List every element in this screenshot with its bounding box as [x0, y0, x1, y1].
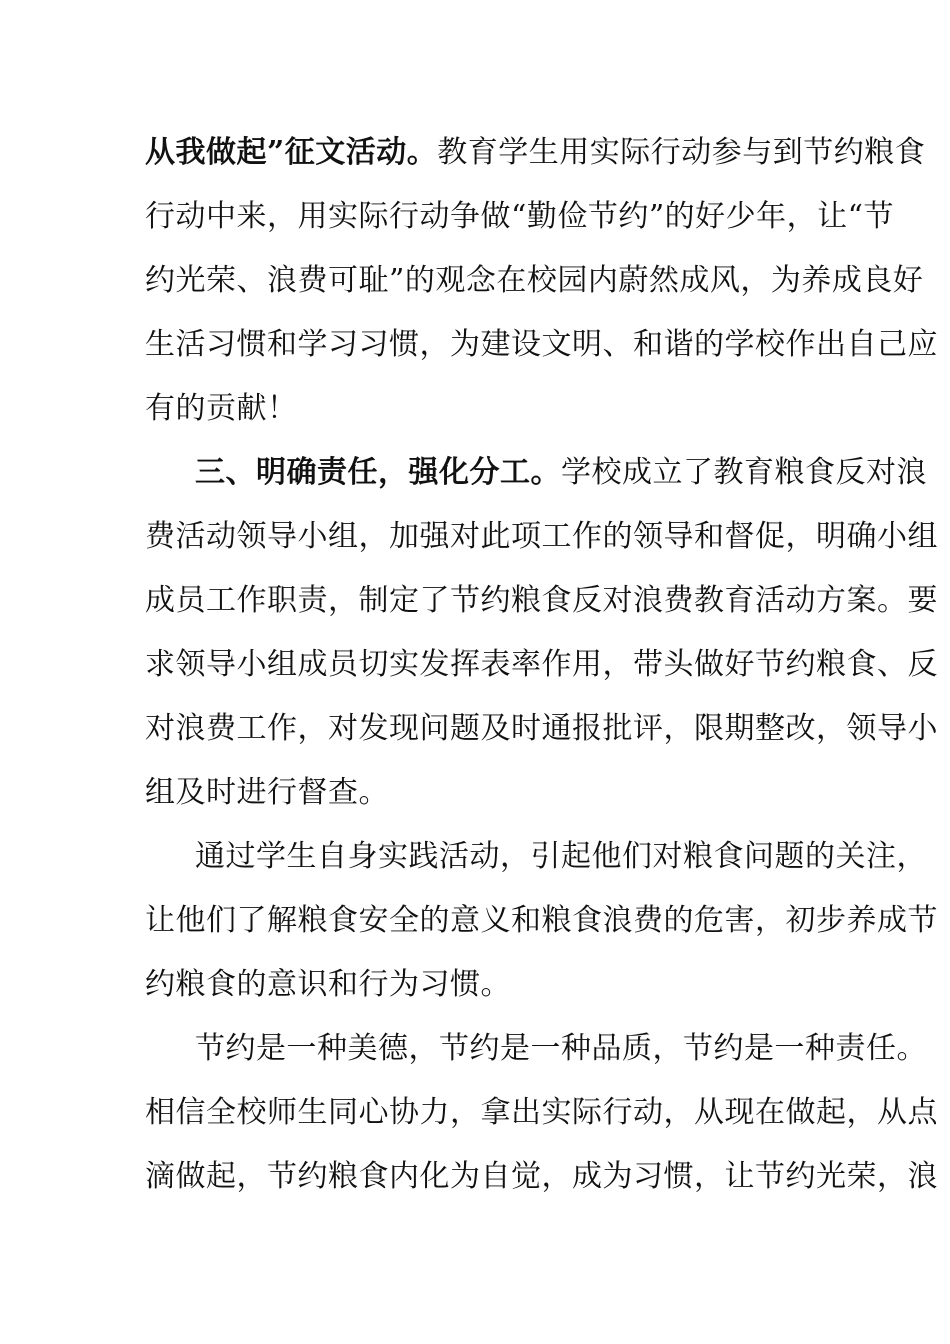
line-text: 让他们了解粮食安全的意义和粮食浪费的危害，初步养成节: [145, 903, 938, 938]
line-text: 学校成立了教育粮食反对浪: [561, 455, 927, 490]
line-text: 生活习惯和学习习惯，为建设文明、和谐的学校作出自己应: [145, 327, 938, 362]
line-text: 节约是一种美德，节约是一种品质，节约是一种责任。: [195, 1031, 927, 1066]
paragraph-line: [145, 965, 815, 1005]
paragraph-line: [145, 133, 926, 173]
line-text: 求领导小组成员切实发挥表率作用，带头做好节约粮食、反: [145, 647, 938, 682]
paragraph-line: [145, 261, 924, 301]
paragraph-line: [195, 453, 927, 493]
paragraph-line: [195, 1029, 927, 1069]
line-text: 约光荣、浪费可耻”的观念在校园内蔚然成风，为养成良好: [145, 263, 924, 298]
paragraph-line: [145, 709, 938, 749]
paragraph-line: [145, 581, 938, 621]
bold-heading-text: 从我做起”征文活动。: [145, 135, 438, 170]
paragraph-line: [195, 837, 927, 877]
line-text: 滴做起，节约粮食内化为自觉，成为习惯，让节约光荣，浪: [145, 1159, 938, 1194]
paragraph-line: [145, 389, 815, 429]
line-text: 有的贡献！: [145, 391, 298, 426]
line-text: 通过学生自身实践活动，引起他们对粮食问题的关注，: [195, 839, 927, 874]
paragraph-line: [145, 645, 938, 685]
line-text: 教育学生用实际行动参与到节约粮食: [437, 135, 926, 170]
paragraph-line: [145, 1157, 938, 1197]
paragraph-line: [145, 1093, 938, 1133]
line-text: 对浪费工作，对发现问题及时通报批评，限期整改，领导小: [145, 711, 938, 746]
paragraph-line: [145, 901, 938, 941]
paragraph-line: [145, 197, 895, 237]
line-text: 成员工作职责，制定了节约粮食反对浪费教育活动方案。要: [145, 583, 938, 618]
line-text: 约粮食的意识和行为习惯。: [145, 967, 511, 1002]
paragraph-line: [145, 517, 938, 557]
line-text: 相信全校师生同心协力，拿出实际行动，从现在做起，从点: [145, 1095, 938, 1130]
bold-heading-text: 三、明确责任，强化分工。: [195, 455, 561, 490]
paragraph-line: [145, 325, 938, 365]
line-text: 组及时进行督查。: [145, 775, 389, 810]
line-text: 行动中来，用实际行动争做“勤俭节约”的好少年，让“节: [145, 199, 895, 234]
paragraph-line: [145, 773, 815, 813]
line-text: 费活动领导小组，加强对此项工作的领导和督促，明确小组: [145, 519, 938, 554]
